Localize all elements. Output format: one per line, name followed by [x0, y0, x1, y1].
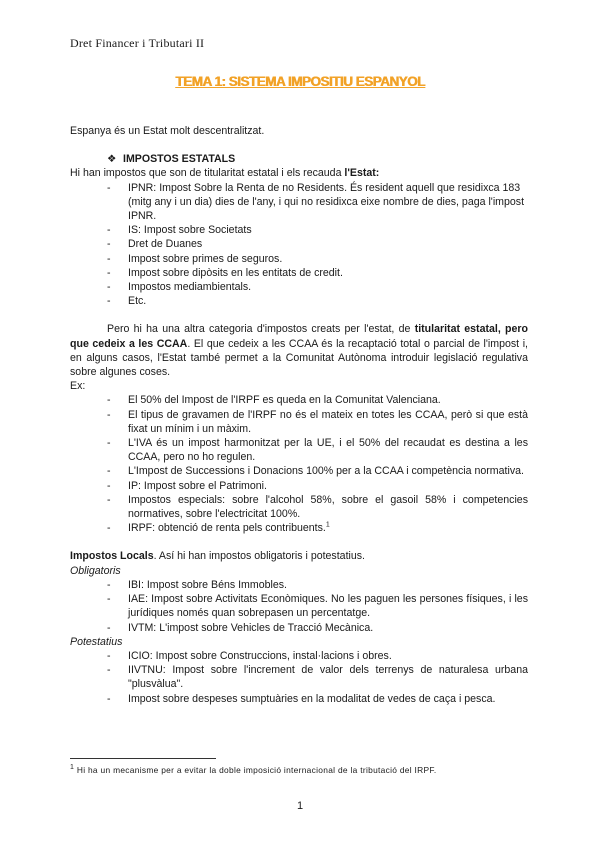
list-item: - Dret de Duanes — [107, 237, 528, 251]
diamond-bullet-icon: ❖ — [107, 153, 117, 166]
list-item: - IVTM: L'impost sobre Vehicles de Tracció Mecànica. — [107, 621, 528, 635]
page-number: 1 — [296, 800, 304, 812]
potestatius-list — [70, 649, 528, 706]
document-body — [70, 124, 528, 706]
list-item: - El 50% del Impost de l'IRPF es queda en la Comunitat Valenciana. — [107, 393, 528, 407]
section-heading-estatals — [70, 152, 528, 166]
running-header: Dret Financer i Tributari II — [70, 36, 205, 50]
estatals-lead: Hi han impostos que son de titularitat estatal i els recauda l'Estat: — [70, 167, 380, 180]
cedits-list — [70, 393, 528, 535]
list-item: - Impost sobre despeses sumptuàries en la modalitat de vedes de caça i pesca. — [107, 692, 528, 706]
list-item: - L'IVA és un impost harmonitzat per la UE, i el 50% del recaudat es destina a les CCAA, pero no ho regulen. — [107, 436, 528, 464]
footnote-mark: 1 — [70, 764, 75, 772]
footnote — [70, 765, 437, 775]
list-item: - Impost sobre primes de seguros. — [107, 252, 528, 266]
list-item: - ICIO: Impost sobre Construccions, instal·lacions i obres. — [107, 649, 528, 663]
list-item: - IBI: Impost sobre Béns Immobles. — [107, 578, 528, 592]
obligatoris-list — [70, 578, 528, 635]
section-heading-text: IMPOSTOS ESTATALS — [123, 153, 236, 166]
potestatius-label: Potestatius — [70, 635, 123, 648]
list-item: - IS: Impost sobre Societats — [107, 223, 528, 237]
obligatoris-label: Obligatoris — [70, 564, 121, 577]
locals-heading: Impostos Locals. Así hi han impostos obligatoris i potestatius. — [70, 550, 365, 563]
list-item: - Impost sobre dipòsits en les entitats de credit. — [107, 266, 528, 280]
list-item: - El tipus de gravamen de l'IRPF no és el mateix en totes les CCAA, però si que està fixat un mínim i un màxim. — [107, 408, 528, 436]
list-item: - Impostos mediambientals. — [107, 280, 528, 294]
footnote-text: Hi ha un mecanisme per a evitar la doble imposició internacional de la tributació del IRPF. — [76, 765, 437, 775]
example-label: Ex: — [70, 380, 86, 393]
page-title: TEMA 1: SISTEMA IMPOSITIU ESPANYOL — [175, 74, 425, 89]
footnote-reference[interactable]: 1 — [325, 521, 330, 529]
footnote-separator — [70, 758, 216, 759]
cedits-paragraph: Pero hi ha una altra categoria d'impostos creats per l'estat, de titularitat estatal, pero que cedeix a les CCAA. El que cedeix a les CCAA és la recaptació total o parcial de l'impost i, en alguns casos, l'Estat també permet a la Comunitat Autònoma introduir legislació regulativa sobre algunes coses. — [70, 323, 529, 379]
list-item: - L'Impost de Successions i Donacions 100% per a la CCAA i competència normativa. — [107, 464, 528, 478]
list-item: - IP: Impost sobre el Patrimoni. — [107, 479, 528, 493]
list-item: - IIVTNU: Impost sobre l'increment de valor dels terrenys de naturalesa urbana "plusvàlua". — [107, 663, 528, 691]
list-item: - IPNR: Impost Sobre la Renta de no Residents. És resident aquell que residixca 183 (mitg any i un dia) dies de l'any, i qui no residixca eixe nombre de dies, paga l'impost IPNR. — [107, 181, 528, 224]
list-item: - Etc. — [107, 294, 528, 308]
intro-paragraph: Espanya és un Estat molt descentralitzat. — [70, 125, 265, 137]
list-item: - IAE: Impost sobre Activitats Econòmiques. No les paguen les persones físiques, i les jurídiques només quan sobrepasen un percentatge. — [107, 592, 528, 620]
list-item: - IRPF: obtenció de renta pels contribuents.$^1$ — [107, 521, 528, 535]
estatals-list — [70, 181, 528, 309]
list-item: - Impostos especials: sobre l'alcohol 58%, sobre el gasoil 58% i competencies normatives, sobre l'electricitat 100%. — [107, 493, 528, 521]
